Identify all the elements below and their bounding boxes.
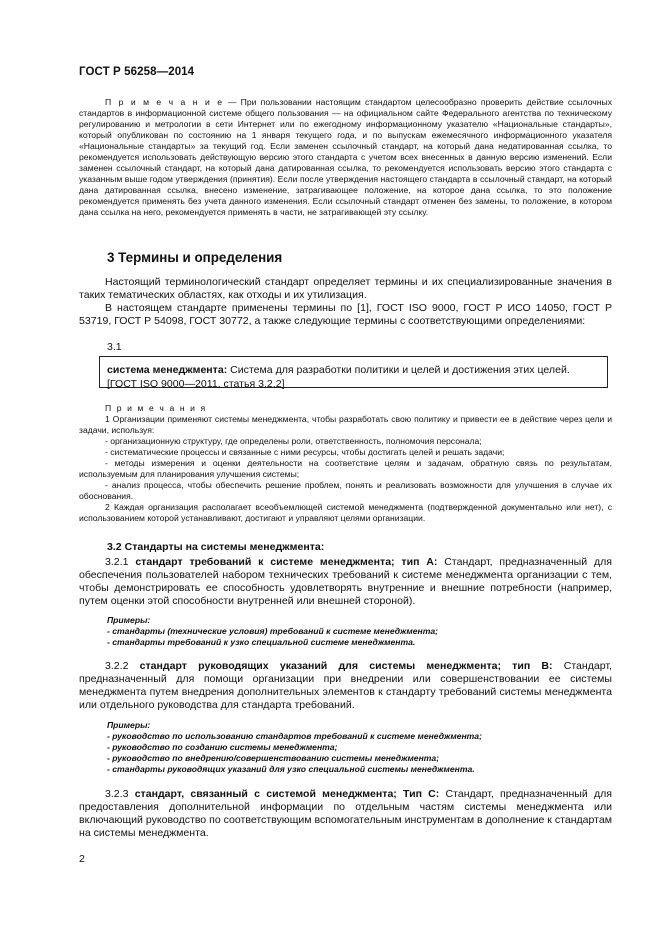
examples-block	[107, 615, 617, 648]
examples-label: Примеры:	[107, 720, 151, 730]
type-a-paragraph	[79, 556, 612, 608]
note-bullet: - систематические процессы и связанные с ними ресурсы, чтобы достигать целей и решать задачи;	[105, 447, 505, 458]
term-definition: Стандарт, предназначенный для помощи организации при внедрении или совершенствовании ее системы менеджмента путем внедрения дополнительных элементов к стандарту требований системы менеджмента или отдельного руководства для стандарта требований.	[79, 660, 612, 711]
clause-number: 3.2.2	[105, 660, 140, 672]
note-label: П р и м е ч а н и е	[105, 97, 224, 107]
defined-term: стандарт требований к системе менеджмента; тип А:	[135, 556, 438, 568]
type-b-paragraph	[79, 660, 612, 712]
term-definition: Система для разработки политики и целей и достижения этих целей.	[227, 364, 570, 376]
example-item: - стандарты руководящих указаний для узко специальной системы менеджмента.	[107, 764, 475, 775]
notes-block	[79, 403, 612, 525]
examples-label: Примеры:	[107, 615, 151, 625]
section-title: 3 Термины и определения	[107, 250, 283, 265]
subsection-heading: 3.2 Стандарты на системы менеджмента:	[107, 541, 325, 553]
clause-number: 3.1	[107, 341, 122, 353]
note-bullet: - анализ процесса, чтобы обеспечить решение проблем, понять и реализовать возможности для улучшения в случае их обоснования.	[79, 480, 612, 502]
clause-number: 3.2.1	[105, 556, 136, 568]
note-item: 2 Каждая организация располагает всеобъемлющей системой менеджмента (подтвержденной документально или нет), с использованием которой устанавливают, достигают и управляют целями организации.	[79, 502, 612, 524]
page-number: 2	[79, 853, 85, 865]
example-item: - стандарты (технические условия) требований к системе менеджмента;	[107, 626, 438, 637]
section-intro-paragraph: Настоящий терминологический стандарт определяет термины и их специализированные значения в таких тематических областях, как отходы и их утилизация.	[79, 276, 612, 301]
note-bullet: - организационную структуру, где определены роли, ответственность, полномочия персонала;	[105, 436, 482, 447]
example-item: - руководство по созданию системы менеджмента;	[107, 742, 338, 753]
definition-reference: [ГОСТ ISO 9000—2011, статья 3.2.2]	[107, 377, 285, 390]
notes-label: П р и м е ч а н и я	[105, 403, 207, 413]
example-item: - руководство по внедрению/совершенствованию системы менеджмента;	[107, 753, 440, 764]
clause-number: 3.2.3	[105, 788, 135, 800]
note-item: 1 Организации применяют системы менеджмента, чтобы разработать свою политику и привести ее в действие через цели и задачи, используя:	[79, 414, 612, 436]
defined-term: стандарт, связанный с системой менеджмента; Тип С:	[134, 788, 440, 800]
term-definition: Стандарт, предназначенный для обеспечения пользователей набором технических требований к системе менеджмента организации с тем, чтобы демонстрировать ее способность удовлетворять внутренние и внешние потребности (например, путем оценки этой способности внутренней или внешней стороной).	[79, 556, 612, 607]
defined-term: стандарт руководящих указаний для системы менеджмента; тип В:	[139, 660, 553, 672]
example-item: - руководство по использованию стандартов требований к системе менеджмента;	[107, 731, 482, 742]
term-definition: Стандарт, предназначенный для предоставления дополнительной информации по отдельным частям системы менеджмента или включающий руководство по соответствующим вспомогательным инструментам в дополнение к стандартам на системы менеджмента.	[79, 788, 612, 839]
defined-term: система менеджмента:	[107, 364, 228, 376]
note-bullet: - методы измерения и оценки деятельности на соответствие целям и задачам, обратную связь по результатам, используемым для планирования улучшения системы;	[79, 458, 612, 480]
document-header: ГОСТ Р 56258—2014	[79, 66, 195, 78]
type-c-paragraph	[79, 788, 612, 840]
note-text: — При пользовании настоящим стандартом целесообразно проверить действие ссылочных стандартов в информационной системе общего пользования — на официальном сайте Федерального агентства по техническому регулированию и метрологии в сети Интернет или по ежегодному информационному указателю «Национальные стандарты», который опубликован по состоянию на 1 января текущего года, и по выпускам ежемесячного информационного указателя «Национальные стандарты» за текущий год. Если заменен ссылочный стандарт, на который дана недатированная ссылка, то рекомендуется использовать действующую версию этого стандарта с учетом всех внесенных в данную версию изменений. Если заменен ссылочный стандарт, на который дана датированная ссылка, то рекомендуется использовать версию этого стандарта с указанным выше годом утверждения (принятия). Если после утверждения настоящего стандарта в ссылочный стандарт, на который дана датированная ссылка, внесено изменение, затрагивающее положение, на которое дана ссылка, то это положение рекомендуется применять без учета данного изменения. Если ссылочный стандарт отменен без замены, то положение, в котором дана ссылка на него, рекомендуется применять в части, не затрагивающей эту ссылку.	[79, 97, 613, 218]
reference-note	[79, 97, 612, 219]
example-item: - стандарты требований к узко специальной системе менеджмента.	[107, 637, 416, 648]
terms-source-paragraph: В настоящем стандарте применены термины по [1], ГОСТ ISO 9000, ГОСТ Р ИСО 14050, ГОСТ Р 53719, ГОСТ Р 54098, ГОСТ 30772, а также следующие термины с соответствующими определениями:	[79, 302, 612, 327]
examples-block	[107, 720, 617, 775]
definition-content	[107, 364, 607, 391]
